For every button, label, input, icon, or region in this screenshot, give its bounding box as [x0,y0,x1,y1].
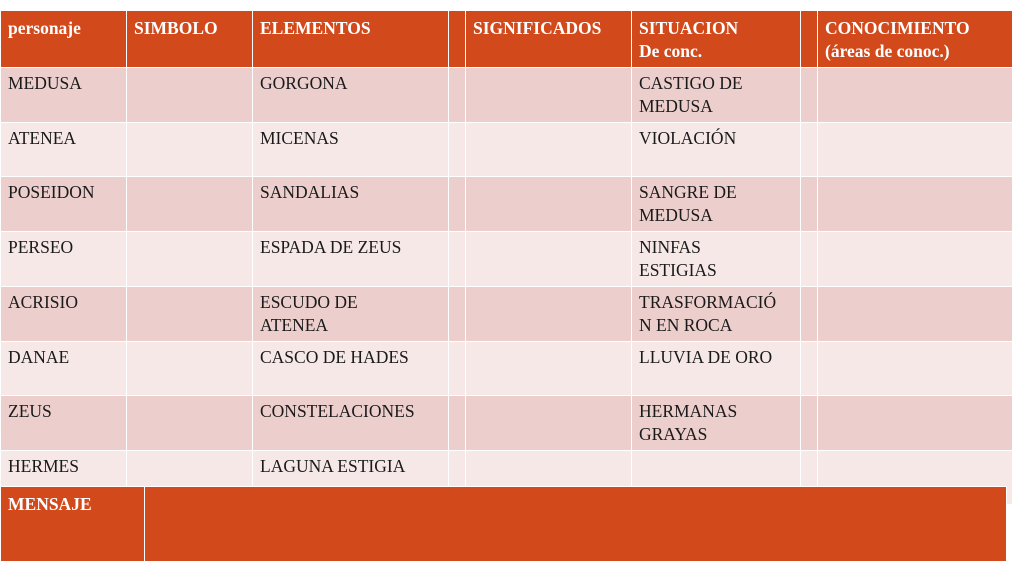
cell-spacer-b [801,342,818,396]
cell-elementos [253,177,449,232]
header-conocimiento [818,11,1013,68]
cell-text: VIOLACIÓN [639,128,737,148]
header-text: (áreas de conoc.) [825,41,950,61]
cell-spacer-a [449,287,466,342]
cell-elementos [253,123,449,177]
cell-conocimiento [818,177,1013,232]
cell-text: ZEUS [8,401,52,421]
cell-spacer-b [801,68,818,123]
cell-situacion [632,396,801,451]
cell-simbolo [127,396,253,451]
cell-conocimiento [818,287,1013,342]
header-personaje [1,11,127,68]
cell-text: SANGRE DE [639,182,737,202]
cell-conocimiento [818,123,1013,177]
cell-text: LAGUNA ESTIGIA [260,456,406,476]
cell-elementos [253,287,449,342]
cell-text: ATENEA [8,128,77,148]
header-text: ELEMENTOS [260,18,371,38]
table-row [1,68,1013,123]
header-text: SITUACION [639,18,739,38]
mensaje-value-cell [145,487,1007,562]
cell-significados [466,287,632,342]
cell-conocimiento [818,342,1013,396]
header-spacer-a [449,11,466,68]
cell-spacer-b [801,123,818,177]
cell-text: ESCUDO DE [260,292,358,312]
cell-spacer-b [801,232,818,287]
cell-text: ESTIGIAS [639,260,717,280]
cell-simbolo [127,68,253,123]
table-row [1,342,1013,396]
cell-spacer-b [801,287,818,342]
cell-spacer-a [449,123,466,177]
cell-situacion [632,287,801,342]
cell-situacion [632,232,801,287]
cell-text: GRAYAS [639,424,708,444]
header-text: De conc. [639,41,703,61]
header-text: SIMBOLO [134,18,218,38]
cell-simbolo [127,342,253,396]
table-row [1,123,1013,177]
cell-text: HERMANAS [639,401,738,421]
cell-simbolo [127,232,253,287]
table-row [1,232,1013,287]
cell-elementos [253,342,449,396]
cell-significados [466,342,632,396]
cell-situacion [632,342,801,396]
header-significados [466,11,632,68]
cell-significados [466,396,632,451]
table-body [1,68,1013,505]
cell-spacer-a [449,342,466,396]
cell-personaje [1,287,127,342]
cell-text: MEDUSA [639,205,713,225]
cell-elementos [253,396,449,451]
cell-text: SANDALIAS [260,182,360,202]
header-spacer-b [801,11,818,68]
cell-personaje [1,177,127,232]
cell-spacer-b [801,177,818,232]
cell-text: ACRISIO [8,292,79,312]
cell-situacion [632,177,801,232]
cell-simbolo [127,287,253,342]
cell-text: DANAE [8,347,70,367]
cell-elementos [253,232,449,287]
cell-text: MEDUSA [8,73,82,93]
cell-personaje [1,396,127,451]
table-row [1,287,1013,342]
mensaje-table [0,486,1007,562]
cell-text: MICENAS [260,128,339,148]
mensaje-row [1,487,1007,562]
cell-text: MEDUSA [639,96,713,116]
header-situacion [632,11,801,68]
cell-text: NINFAS [639,237,701,257]
cell-text: N EN ROCA [639,315,733,335]
cell-text: CASTIGO DE [639,73,743,93]
cell-significados [466,123,632,177]
cell-simbolo [127,123,253,177]
cell-situacion [632,123,801,177]
cell-elementos [253,68,449,123]
cell-spacer-a [449,177,466,232]
header-text: SIGNIFICADOS [473,18,602,38]
header-elementos [253,11,449,68]
cell-significados [466,232,632,287]
cell-spacer-a [449,68,466,123]
cell-text: POSEIDON [8,182,95,202]
cell-simbolo [127,177,253,232]
cell-text: CONSTELACIONES [260,401,415,421]
cell-text: HERMES [8,456,79,476]
header-text: CONOCIMIENTO [825,18,970,38]
header-row [1,11,1013,68]
header-text: personaje [8,18,81,38]
cell-conocimiento [818,396,1013,451]
cell-text: LLUVIA DE ORO [639,347,773,367]
cell-text: TRASFORMACIÓ [639,292,777,312]
cell-text: GORGONA [260,73,348,93]
mensaje-label: MENSAJE [1,487,145,562]
cell-situacion [632,68,801,123]
cell-text: ESPADA DE ZEUS [260,237,402,257]
cell-significados [466,68,632,123]
cell-text: PERSEO [8,237,74,257]
cell-significados [466,177,632,232]
table-row [1,396,1013,451]
cell-conocimiento [818,232,1013,287]
table-row [1,177,1013,232]
cell-conocimiento [818,68,1013,123]
cell-personaje [1,342,127,396]
cell-personaje [1,232,127,287]
cell-text: ATENEA [260,315,329,335]
analysis-table [0,10,1013,505]
cell-personaje [1,68,127,123]
cell-text: CASCO DE HADES [260,347,409,367]
cell-spacer-a [449,232,466,287]
cell-spacer-b [801,396,818,451]
header-simbolo [127,11,253,68]
cell-spacer-a [449,396,466,451]
cell-personaje [1,123,127,177]
